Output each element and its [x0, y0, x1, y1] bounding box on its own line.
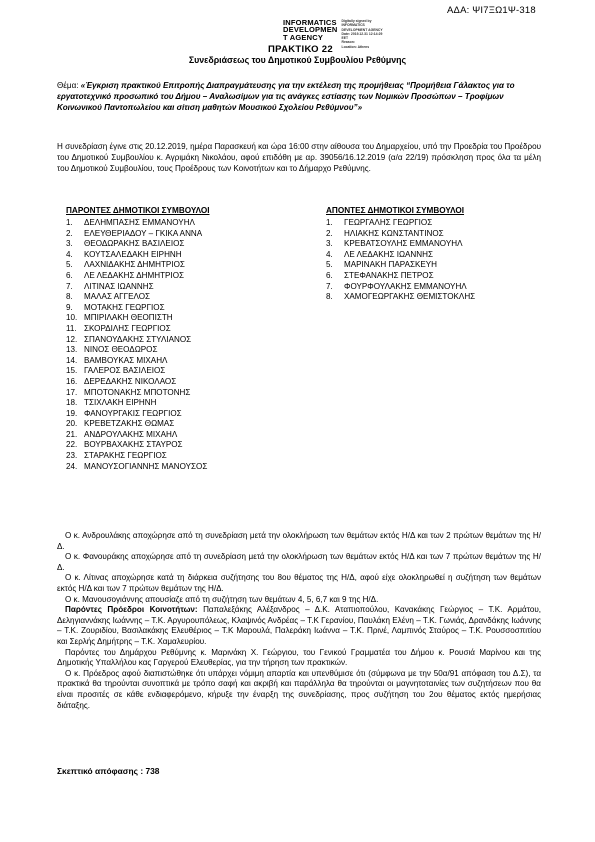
- absent-member-number: 3.: [326, 239, 333, 249]
- present-member-name: ΜΠΙΡΙΛΑΚΗ ΘΕΟΠΙΣΤΗ: [84, 313, 173, 323]
- note-androulakis: Ο κ. Ανδρουλάκης αποχώρησε από τη συνεδρίαση μετά την ολοκλήρωση των θεμάτων εκτός Η/Δ και των 2 πρώτων θεμάτων της Η/Δ.: [57, 531, 541, 551]
- present-member-name: ΜΑΝΟΥΣΟΓΙΑΝΝΗΣ ΜΑΝΟΥΣΟΣ: [84, 461, 208, 471]
- present-member-number: 5.: [66, 260, 73, 270]
- present-member-number: 10.: [66, 313, 78, 323]
- present-member-name: ΛΙΤΙΝΑΣ ΙΩΑΝΝΗΣ: [84, 281, 154, 291]
- present-member-name: ΣΠΑΝΟΥΔΑΚΗΣ ΣΤΥΛΙΑΝΟΣ: [84, 334, 192, 344]
- present-member: [66, 345, 207, 356]
- absent-member-number: 1.: [326, 218, 333, 227]
- notes-block: [57, 531, 541, 711]
- present-member-name: ΜΠΟΤΟΝΑΚΗΣ ΜΠΟΤΟΝΗΣ: [84, 387, 191, 397]
- stamp-title: INFORMATICS DEVELOPMEN T AGENCY: [283, 18, 338, 42]
- present-member-number: 24.: [66, 461, 78, 471]
- present-member: [66, 409, 207, 420]
- note-president-opening: Ο κ. Πρόεδρος αφού διαπιστώθηκε ότι υπάρχει νόμιμη απαρτία και υπενθύμισε ότι (σύμφωνα με την 50α/91 απόφαση του Δ.Σ), τα πρακτικά θα τηρούνται συνοπτικά με τρόπο σαφή και ακριβή και παράλληλα θα τηρούνται οι μαγνητοταινίες των συζητήσεων που θα είναι προσιτές σε κάθε ενδιαφερόμενο, κήρυξε την έναρξη της συνεδρίασης, προς συζήτηση του 2ου θέματος εκτός ημερήσιας διάταξης.: [57, 668, 541, 710]
- subject-text: «Έγκριση πρακτικού Επιτροπής Διαπραγμάτευσης για την εκτέλεση της προμήθειας “Προμήθεια Γάλακτος για το εργατοτεχνικό προσωπικό του Δήμου – Αναλωσίμων για τις ανάγκες εστίασης των Νομικών Προσώπων – Τροφίμων Κοινωνικού Παντοπωλείου και σίτιση μαθητών Μουσικού Σχολείου Ρεθύμνου”»: [57, 81, 515, 112]
- absent-heading: ΑΠΟΝΤΕΣ ΔΗΜΟΤΙΚΟΙ ΣΥΜΒΟΥΛΟΙ: [326, 206, 465, 215]
- present-member-number: 4.: [66, 249, 73, 259]
- present-heading: ΠΑΡΟΝΤΕΣ ΔΗΜΟΤΙΚΟΙ ΣΥΜΒΟΥΛΟΙ: [66, 206, 210, 215]
- present-member: [66, 366, 207, 377]
- present-member: [66, 250, 207, 261]
- absent-member-name: ΓΕΩΡΓΑΛΗΣ ΓΕΩΡΓΙΟΣ: [344, 218, 433, 227]
- present-member-name: ΚΡΕΒΕΤΖΑΚΗΣ ΘΩΜΑΣ: [84, 419, 175, 429]
- absent-member: [326, 260, 475, 271]
- present-member-number: 23.: [66, 451, 78, 461]
- present-member-name: ΜΟΤΑΚΗΣ ΓΕΩΡΓΙΟΣ: [84, 302, 165, 312]
- present-member-name: ΔΕΛΗΜΠΑΣΗΣ ΕΜΜΑΝΟΥΗΛ: [84, 218, 195, 227]
- absent-member-number: 6.: [326, 270, 333, 280]
- present-member-name: ΤΣΙΧΛΑΚΗ ΕΙΡΗΝΗ: [84, 398, 157, 408]
- absent-member-number: 7.: [326, 281, 333, 291]
- present-member-name: ΝΙΝΟΣ ΘΕΟΔΩΡΟΣ: [84, 345, 158, 355]
- ada-code: ΑΔΑ: ΨΙ7ΞΩ1Ψ-318: [447, 5, 536, 16]
- intro-paragraph: Η συνεδρίαση έγινε στις 20.12.2019, ημέρα Παρασκευή και ώρα 16:00 στην αίθουσα του Δημαρχείου, υπό την Προεδρία του Προέδρου του Δημοτικού Συμβουλίου κ. Αγριμάκη Νικολάου, αφού επιδόθη με αρ. 39056/16.12.2019 (α/α 22/19) πρόσκληση προς όλα τα μέλη του Δημοτικού Συμβουλίου, τους Προέδρους των Κοινοτήτων και το Δήμαρχο Ρεθύμνης.: [57, 142, 541, 173]
- community-presidents-label: Παρόντες Πρόεδροι Κοινοτήτων:: [65, 605, 198, 615]
- present-member: [66, 462, 207, 473]
- note-mayor-present: Παρόντες του Δημάρχου Ρεθύμνης κ. Μαρινάκη Χ. Γεώργιου, του Γενικού Γραμματέα του Δήμου κ. Ρουσιά Μαρίνου και της Δημοτικής Υπαλλήλου κας Γαργερού Ελευθερίας, για την τήρηση των πρακτικών.: [57, 647, 541, 668]
- present-member: [66, 430, 207, 441]
- present-member-name: ΒΟΥΡΒΑΧΑΚΗΣ ΣΤΑΥΡΟΣ: [84, 440, 183, 450]
- absent-member-name: ΛΕ ΛΕΔΑΚΗΣ ΙΩΑΝΝΗΣ: [344, 249, 433, 259]
- present-member-number: 18.: [66, 398, 78, 408]
- absent-member: [326, 239, 475, 250]
- decision-label: Σκεπτικό απόφασης : 738: [57, 766, 160, 776]
- present-member-number: 13.: [66, 345, 78, 355]
- present-member-number: 16.: [66, 376, 78, 386]
- present-member-name: ΜΑΛΑΣ ΑΓΓΕΛΟΣ: [84, 292, 150, 302]
- present-member: [66, 398, 207, 409]
- absent-member: [326, 282, 475, 293]
- present-member: [66, 218, 207, 229]
- note-manousogiannis: Ο κ. Μανουσογιάννης απουσίαζε από τη συζήτηση των θεμάτων 4, 5, 6,7 και 9 της Η/Δ.: [65, 594, 379, 604]
- community-presidents-text: Παπαλεξάκης Αλέξανδρος – Δ.Κ. Αταπιοπούλου, Κανακάκης Γεώργιος – Τ.Κ. Αρμάτου, Δεληγιαννάκης Ιωάννης – Τ.Κ. Αργυρουπόλεως, Κλαψινός Ανδρέας – Τ.Κ Γερανίου, Παυλάκη Ελένη – Τ.Κ. Γωνιάς, Δρανδάκης Ιωάννης – Τ.Κ. Ζουριδίου, Βασιλακάκης Ελευθέριος – Τ.Κ Μαρουλά, Παλεράκη Ιωάννα – Τ.Κ. Πρινέ, Λαμπινός Σταύρος – Τ.Κ. Ρουσσοσπιτίου και Σερλής Δημήτρης – Τ.Κ. Χαμαλευρίου.: [57, 605, 541, 646]
- present-member: [66, 271, 207, 282]
- note-fanourakis: Ο κ. Φανουράκης αποχώρησε από τη συνεδρίαση μετά την ολοκλήρωση των θεμάτων εκτός Η/Δ και των 7 πρώτων θεμάτων της Η/Δ.: [57, 552, 541, 572]
- absent-member-number: 2.: [326, 228, 333, 238]
- present-member-name: ΘΕΟΔΩΡΑΚΗΣ ΒΑΣΙΛΕΙΟΣ: [84, 239, 185, 249]
- present-member-number: 12.: [66, 334, 78, 344]
- present-member-name: ΣΤΑΡΑΚΗΣ ΓΕΩΡΓΙΟΣ: [84, 451, 167, 461]
- note-community-presidents: [57, 605, 541, 647]
- present-member-name: ΔΕΡΕΔΑΚΗΣ ΝΙΚΟΛΑΟΣ: [84, 376, 177, 386]
- present-member: [66, 292, 207, 303]
- present-member-number: 3.: [66, 239, 73, 249]
- present-member-name: ΓΑΛΕΡΟΣ ΒΑΣΙΛΕΙΟΣ: [84, 366, 166, 376]
- present-member-number: 2.: [66, 228, 73, 238]
- absent-member-name: ΚΡΕΒΑΤΣΟΥΛΗΣ ΕΜΜΑΝΟΥΗΛ: [344, 239, 463, 249]
- present-member-number: 14.: [66, 355, 78, 365]
- minutes-number: ΠΡΑΚΤΙΚΟ 22: [268, 44, 333, 55]
- absent-member-name: ΧΑΜΟΓΕΩΡΓΑΚΗΣ ΘΕΜΙΣΤΟΚΛΗΣ: [344, 292, 476, 302]
- note-litinas: Ο κ. Λίτινας αποχώρησε κατά τη διάρκεια συζήτησης του 8ου θέματος της Η/Δ, αφού είχε ολοκληρωθεί η συζήτηση των θεμάτων εκτός Η/Δ και των 7 πρώτων θεμάτων της Η/Δ.: [57, 573, 541, 593]
- absent-member-number: 4.: [326, 249, 333, 259]
- present-member-number: 15.: [66, 366, 78, 376]
- absent-member-number: 5.: [326, 260, 333, 270]
- present-member: [66, 377, 207, 388]
- present-member-name: ΣΚΟΡΔΙΛΗΣ ΓΕΩΡΓΙΟΣ: [84, 323, 171, 333]
- absent-member-name: ΗΛΙΑΚΗΣ ΚΩΝΣΤΑΝΤΙΝΟΣ: [344, 228, 444, 238]
- present-member: [66, 440, 207, 451]
- present-member-name: ΒΑΜΒΟΥΚΑΣ ΜΙΧΑΗΛ: [84, 355, 168, 365]
- present-member-name: ΦΑΝΟΥΡΓΑΚΙΣ ΓΕΩΡΓΙΟΣ: [84, 408, 182, 418]
- absent-member: [326, 218, 475, 229]
- present-member-number: 1.: [66, 218, 73, 227]
- meeting-title: Συνεδριάσεως του Δημοτικού Συμβουλίου Ρεθύμνης: [188, 55, 407, 65]
- present-member-number: 22.: [66, 440, 78, 450]
- absent-member-name: ΣΤΕΦΑΝΑΚΗΣ ΠΕΤΡΟΣ: [344, 270, 434, 280]
- present-member: [66, 260, 207, 271]
- present-member: [66, 282, 207, 293]
- present-member-number: 17.: [66, 387, 78, 397]
- present-member: [66, 335, 207, 346]
- absent-member: [326, 229, 475, 240]
- present-member: [66, 388, 207, 399]
- present-member-number: 21.: [66, 429, 78, 439]
- absent-member: [326, 292, 475, 303]
- present-member-number: 8.: [66, 292, 73, 302]
- absent-member: [326, 271, 475, 282]
- subject-label: Θέμα:: [57, 81, 79, 90]
- absent-member: [326, 250, 475, 261]
- present-member-number: 11.: [66, 323, 77, 333]
- present-member-number: 19.: [66, 408, 78, 418]
- present-member: [66, 451, 207, 462]
- absent-list: [326, 218, 475, 303]
- absent-member-name: ΜΑΡΙΝΑΚΗ ΠΑΡΑΣΚΕΥΗ: [344, 260, 438, 270]
- present-member-number: 6.: [66, 270, 73, 280]
- present-member-number: 7.: [66, 281, 73, 291]
- present-member-number: 20.: [66, 419, 78, 429]
- stamp-details: Digitally signed by INFORMATICS DEVELOPMENT AGENCY Date: 2019.12.31 12:14:29 EET Reason: Location: Athens: [341, 19, 383, 49]
- present-member: [66, 229, 207, 240]
- present-member-name: ΚΟΥΤΣΑΛΕΔΑΚΗ ΕΙΡΗΝΗ: [84, 249, 182, 259]
- absent-member-name: ΦΟΥΡΦΟΥΛΑΚΗΣ ΕΜΜΑΝΟΥΗΛ: [344, 281, 467, 291]
- present-list: [66, 218, 207, 472]
- present-member-name: ΛΕ ΛΕΔΑΚΗΣ ΔΗΜΗΤΡΙΟΣ: [84, 270, 184, 280]
- present-member: [66, 239, 207, 250]
- absent-member-number: 8.: [326, 292, 333, 302]
- subject-block: [57, 81, 541, 113]
- present-member: [66, 356, 207, 367]
- present-member-name: ΑΝΔΡΟΥΛΑΚΗΣ ΜΙΧΑΗΛ: [84, 429, 178, 439]
- present-member: [66, 419, 207, 430]
- present-member-name: ΛΑΧΝΙΔΑΚΗΣ ΔΗΜΗΤΡΙΟΣ: [84, 260, 185, 270]
- present-member-name: ΕΛΕΥΘΕΡΙΑΔΟΥ – ΓΚΙΚΑ ΑΝΝΑ: [84, 228, 203, 238]
- present-member: [66, 313, 207, 324]
- present-member: [66, 324, 207, 335]
- present-member: [66, 303, 207, 314]
- present-member-number: 9.: [66, 302, 73, 312]
